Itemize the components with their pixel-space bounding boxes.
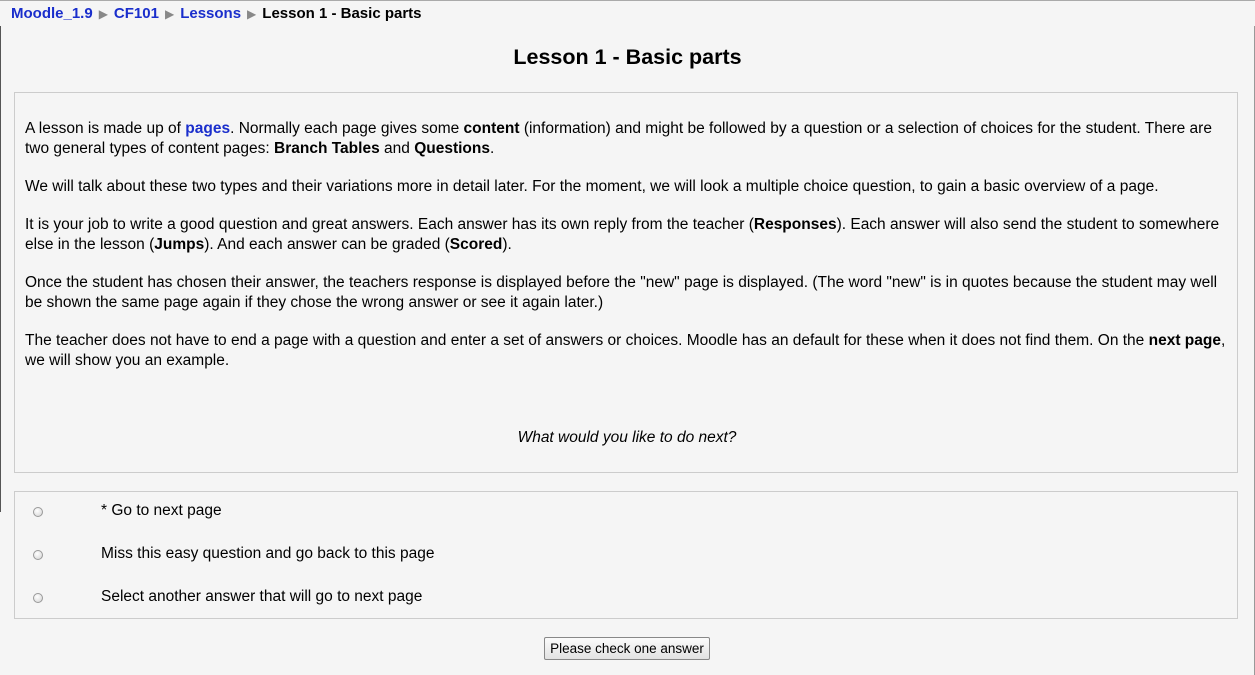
text-span: (information) and might be followed by a question or a selection of choices for the student. There are two general types of content pages: xyxy=(25,120,1212,157)
content-paragraph xyxy=(25,331,1229,371)
content-paragraph: We will talk about these two types and their variations more in detail later. For the moment, we will look a multiple choice question, to gain a basic overview of a page. xyxy=(25,178,1159,195)
page-title: Lesson 1 - Basic parts xyxy=(513,45,742,69)
text-span: . xyxy=(489,140,495,157)
text-span: . Normally each page gives some xyxy=(230,120,464,137)
lesson-content-box xyxy=(14,92,1238,473)
text-span: A lesson is made up of xyxy=(25,120,186,137)
content-paragraph xyxy=(25,119,1229,159)
breadcrumb-link-moodle[interactable]: Moodle_1.9 xyxy=(11,5,93,22)
bold-term: Branch Tables xyxy=(274,140,380,157)
breadcrumb-link-course[interactable]: CF101 xyxy=(113,5,159,22)
radio-button[interactable] xyxy=(33,550,43,560)
bold-term: Jumps xyxy=(154,236,205,253)
text-span: ). xyxy=(502,236,512,253)
page-left-border xyxy=(0,0,1,512)
answer-option[interactable] xyxy=(15,588,1237,612)
text-span: ). Each answer will also send the student to somewhere else in the lesson ( xyxy=(25,216,1220,253)
answer-option[interactable] xyxy=(15,502,1237,526)
breadcrumb xyxy=(11,5,422,22)
breadcrumb-separator-icon: ▶ xyxy=(247,7,257,21)
breadcrumb-separator-icon: ▶ xyxy=(98,7,108,21)
radio-button[interactable] xyxy=(33,593,43,603)
text-span: , we will show you an example. xyxy=(25,332,1226,369)
radio-button[interactable] xyxy=(33,507,43,517)
bold-term: content xyxy=(463,120,520,137)
bold-term: next page xyxy=(1148,332,1221,349)
navbar xyxy=(0,0,1255,26)
answers-box xyxy=(14,491,1238,619)
answer-label[interactable]: * Go to next page xyxy=(101,502,222,519)
content-paragraph xyxy=(25,215,1229,255)
text-span: The teacher does not have to end a page with a question and enter a set of answers or choices. Moodle has an default for these when it does not find them. On the xyxy=(25,332,1149,349)
answer-option[interactable] xyxy=(15,545,1237,569)
content-paragraph: Once the student has chosen their answer, the teachers response is displayed before the "new" page is displayed. (The word "new" is in quotes because the student may well be shown the same page again if they chose the wrong answer or see it again later.) xyxy=(25,274,1218,311)
answer-label[interactable]: Select another answer that will go to next page xyxy=(101,588,423,605)
text-span: ). And each answer can be graded ( xyxy=(204,236,450,253)
bold-term: Scored xyxy=(449,236,503,253)
submit-answer-button[interactable]: Please check one answer xyxy=(544,637,710,660)
next-action-prompt: What would you like to do next? xyxy=(517,429,737,446)
bold-term: Questions xyxy=(414,140,490,157)
text-span: It is your job to write a good question and great answers. Each answer has its own reply from the teacher ( xyxy=(25,216,754,233)
breadcrumb-link-lessons[interactable]: Lessons xyxy=(180,5,242,22)
glossary-link-pages[interactable]: pages xyxy=(185,120,231,137)
breadcrumb-current: Lesson 1 - Basic parts xyxy=(262,5,422,22)
lesson-content xyxy=(25,119,1229,389)
text-span: and xyxy=(379,140,415,157)
bold-term: Responses xyxy=(753,216,837,233)
answer-label[interactable]: Miss this easy question and go back to this page xyxy=(101,545,435,562)
breadcrumb-separator-icon: ▶ xyxy=(164,7,175,21)
